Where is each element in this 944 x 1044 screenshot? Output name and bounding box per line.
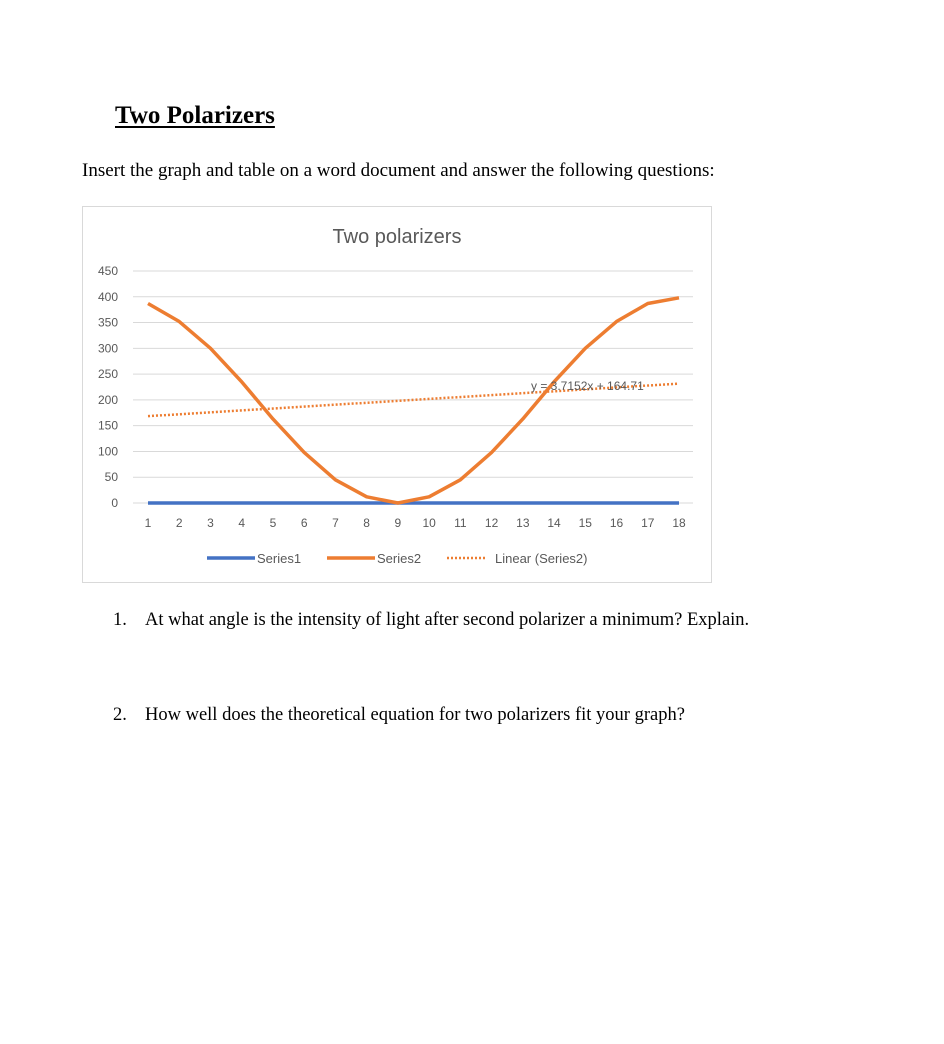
question-2: [113, 705, 685, 726]
y-tick-label: 450: [97, 264, 118, 278]
x-tick-label: 17: [641, 516, 655, 530]
y-tick-label: 50: [104, 470, 118, 485]
x-tick-label: 12: [484, 516, 499, 530]
line-chart: [83, 207, 713, 584]
y-tick-label: 250: [97, 367, 118, 382]
x-tick-label: 2: [175, 516, 183, 530]
x-tick-label: 6: [300, 516, 308, 530]
trendline-equation: y = 3.7152x + 164.71: [531, 379, 644, 393]
x-tick-label: 18: [672, 516, 686, 530]
y-tick-label: 300: [97, 341, 118, 356]
x-tick-label: 1: [144, 516, 152, 530]
x-tick-label: 16: [609, 516, 624, 530]
y-tick-label: 350: [97, 315, 118, 330]
x-tick-label: 9: [394, 516, 402, 530]
x-tick-label: 13: [516, 516, 530, 530]
question-2-text: How well does the theoretical equation for two polarizers fit your graph?: [145, 705, 685, 725]
y-tick-label: 400: [97, 289, 118, 304]
y-tick-label: 150: [97, 418, 118, 433]
x-tick-label: 7: [332, 516, 339, 530]
x-tick-label: 10: [422, 516, 436, 530]
question-1: [113, 610, 749, 631]
x-tick-label: 15: [578, 516, 592, 530]
x-tick-label: 3: [207, 516, 214, 530]
chart-title: Two polarizers: [332, 226, 462, 248]
legend-label: Linear (Series2): [495, 551, 588, 566]
x-tick-label: 11: [454, 516, 467, 530]
y-tick-label: 200: [97, 392, 118, 407]
legend-label: Series1: [257, 551, 302, 566]
x-tick-label: 4: [238, 516, 246, 530]
x-tick-label: 8: [363, 516, 370, 530]
question-2-number: 2.: [113, 705, 127, 725]
intro-text: Insert the graph and table on a word document and answer the following questions:: [82, 160, 715, 181]
question-1-text: At what angle is the intensity of light after second polarizer a minimum? Explain.: [145, 610, 750, 630]
chart-container: [82, 206, 712, 583]
x-tick-label: 14: [547, 516, 561, 530]
legend-label: Series2: [377, 551, 422, 566]
x-tick-label: 5: [269, 516, 277, 530]
y-tick-label: 0: [111, 496, 118, 510]
y-tick-label: 100: [97, 444, 118, 459]
page-heading: Two Polarizers: [115, 102, 275, 129]
question-1-number: 1.: [113, 610, 127, 630]
